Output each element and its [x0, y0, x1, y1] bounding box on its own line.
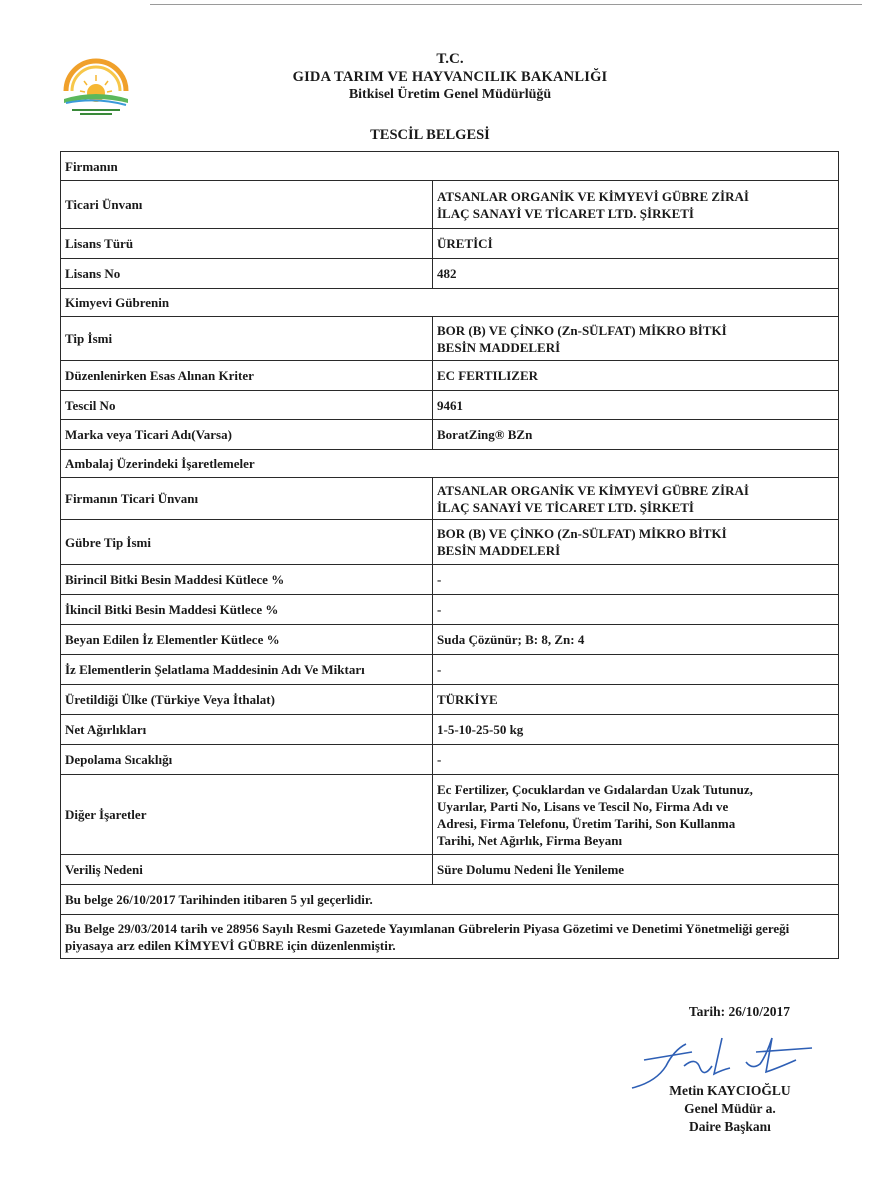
field-value: BOR (B) VE ÇİNKO (Zn-SÜLFAT) MİKRO BİTKİ BESİN MADDELERİ: [433, 520, 839, 565]
field-value: BOR (B) VE ÇİNKO (Zn-SÜLFAT) MİKRO BİTKİ BESİN MADDELERİ: [433, 317, 839, 361]
section-header-firm: Firmanın: [61, 152, 839, 181]
table-row: [61, 420, 839, 450]
table-row: [61, 745, 839, 775]
table-row: [61, 229, 839, 259]
field-label: Lisans No: [61, 259, 433, 289]
field-value: -: [433, 745, 839, 775]
field-label: Tescil No: [61, 391, 433, 420]
field-label: İkincil Bitki Besin Maddesi Kütlece %: [61, 595, 433, 625]
field-label: Beyan Edilen İz Elementler Kütlece %: [61, 625, 433, 655]
table-row: [61, 915, 839, 959]
regulation-note: Bu Belge 29/03/2014 tarih ve 28956 Sayılı Resmi Gazetede Yayımlanan Gübrelerin Piyasa Gözetimi ve Denetimi Yönetmeliği gereği piyasaya arz edilen KİMYEVİ GÜBRE için düzenlenmiştir.: [61, 915, 839, 959]
table-row: [61, 655, 839, 685]
table-row: [61, 520, 839, 565]
table-row: [61, 775, 839, 855]
registration-table: [60, 151, 839, 959]
field-label: Firmanın Ticari Ünvanı: [61, 478, 433, 520]
section-header-fertilizer: Kimyevi Gübrenin: [61, 289, 839, 317]
section-header-packaging: Ambalaj Üzerindeki İşaretlemeler: [61, 450, 839, 478]
table-row: [61, 855, 839, 885]
header-line-tc: T.C.: [436, 51, 464, 67]
field-value: 9461: [433, 391, 839, 420]
header-line-ministry: GIDA TARIM VE HAYVANCILIK BAKANLIĞI: [292, 69, 608, 85]
table-row: [61, 259, 839, 289]
field-label: Diğer İşaretler: [61, 775, 433, 855]
field-value: -: [433, 655, 839, 685]
field-label: Düzenlenirken Esas Alınan Kriter: [61, 361, 433, 391]
table-row: [61, 715, 839, 745]
field-value: -: [433, 595, 839, 625]
table-row: [61, 595, 839, 625]
validity-note: Bu belge 26/10/2017 Tarihinden itibaren 5 yıl geçerlidir.: [61, 885, 839, 915]
field-value: Süre Dolumu Nedeni İle Yenileme: [433, 855, 839, 885]
field-value: ÜRETİCİ: [433, 229, 839, 259]
field-value: Suda Çözünür; B: 8, Zn: 4: [433, 625, 839, 655]
field-label: Tip İsmi: [61, 317, 433, 361]
header-line-directorate: Bitkisel Üretim Genel Müdürlüğü: [348, 87, 552, 102]
signer-title: Daire Başkanı: [689, 1119, 771, 1134]
field-value: ATSANLAR ORGANİK VE KİMYEVİ GÜBRE ZİRAİ İLAÇ SANAYİ VE TİCARET LTD. ŞİRKETİ: [433, 478, 839, 520]
table-row: [61, 289, 839, 317]
table-row: [61, 478, 839, 520]
top-scan-line: [150, 4, 862, 5]
table-row: [61, 885, 839, 915]
signature-block: [650, 1082, 810, 1136]
signer-title: Genel Müdür a.: [684, 1101, 776, 1116]
field-label: Lisans Türü: [61, 229, 433, 259]
table-row: [61, 181, 839, 229]
field-label: Depolama Sıcaklığı: [61, 745, 433, 775]
field-label: Ticari Ünvanı: [61, 181, 433, 229]
table-row: [61, 391, 839, 420]
table-row: [61, 361, 839, 391]
field-label: Net Ağırlıkları: [61, 715, 433, 745]
table-row: [61, 152, 839, 181]
field-value: BoratZing® BZn: [433, 420, 839, 450]
table-row: [61, 450, 839, 478]
field-label: Birincil Bitki Besin Maddesi Kütlece %: [61, 565, 433, 595]
field-value: 1-5-10-25-50 kg: [433, 715, 839, 745]
document-title: TESCİL BELGESİ: [370, 127, 490, 143]
field-value: Ec Fertilizer, Çocuklardan ve Gıdalardan Uzak Tutunuz, Uyarılar, Parti No, Lisans ve Tescil No, Firma Adı ve Adresi, Firma Telefonu, Üretim Tarihi, Son Kullanma Tarihi, Net Ağırlık, Firma Beyanı: [433, 775, 839, 855]
field-label: İz Elementlerin Şelatlama Maddesinin Adı Ve Miktarı: [61, 655, 433, 685]
issue-date: Tarih: 26/10/2017: [688, 1004, 790, 1019]
table-row: [61, 317, 839, 361]
field-label: Marka veya Ticari Adı(Varsa): [61, 420, 433, 450]
table-row: [61, 625, 839, 655]
field-value: ATSANLAR ORGANİK VE KİMYEVİ GÜBRE ZİRAİ İLAÇ SANAYİ VE TİCARET LTD. ŞİRKETİ: [433, 181, 839, 229]
field-value: EC FERTILIZER: [433, 361, 839, 391]
field-value: 482: [433, 259, 839, 289]
field-label: Veriliş Nedeni: [61, 855, 433, 885]
field-label: Gübre Tip İsmi: [61, 520, 433, 565]
table-row: [61, 565, 839, 595]
ministry-sun-logo-icon: [58, 55, 134, 117]
ministry-header: [190, 50, 710, 104]
field-value: -: [433, 565, 839, 595]
signer-name: Metin KAYCIOĞLU: [669, 1083, 791, 1098]
table-row: [61, 685, 839, 715]
field-label: Üretildiği Ülke (Türkiye Veya İthalat): [61, 685, 433, 715]
field-value: TÜRKİYE: [433, 685, 839, 715]
